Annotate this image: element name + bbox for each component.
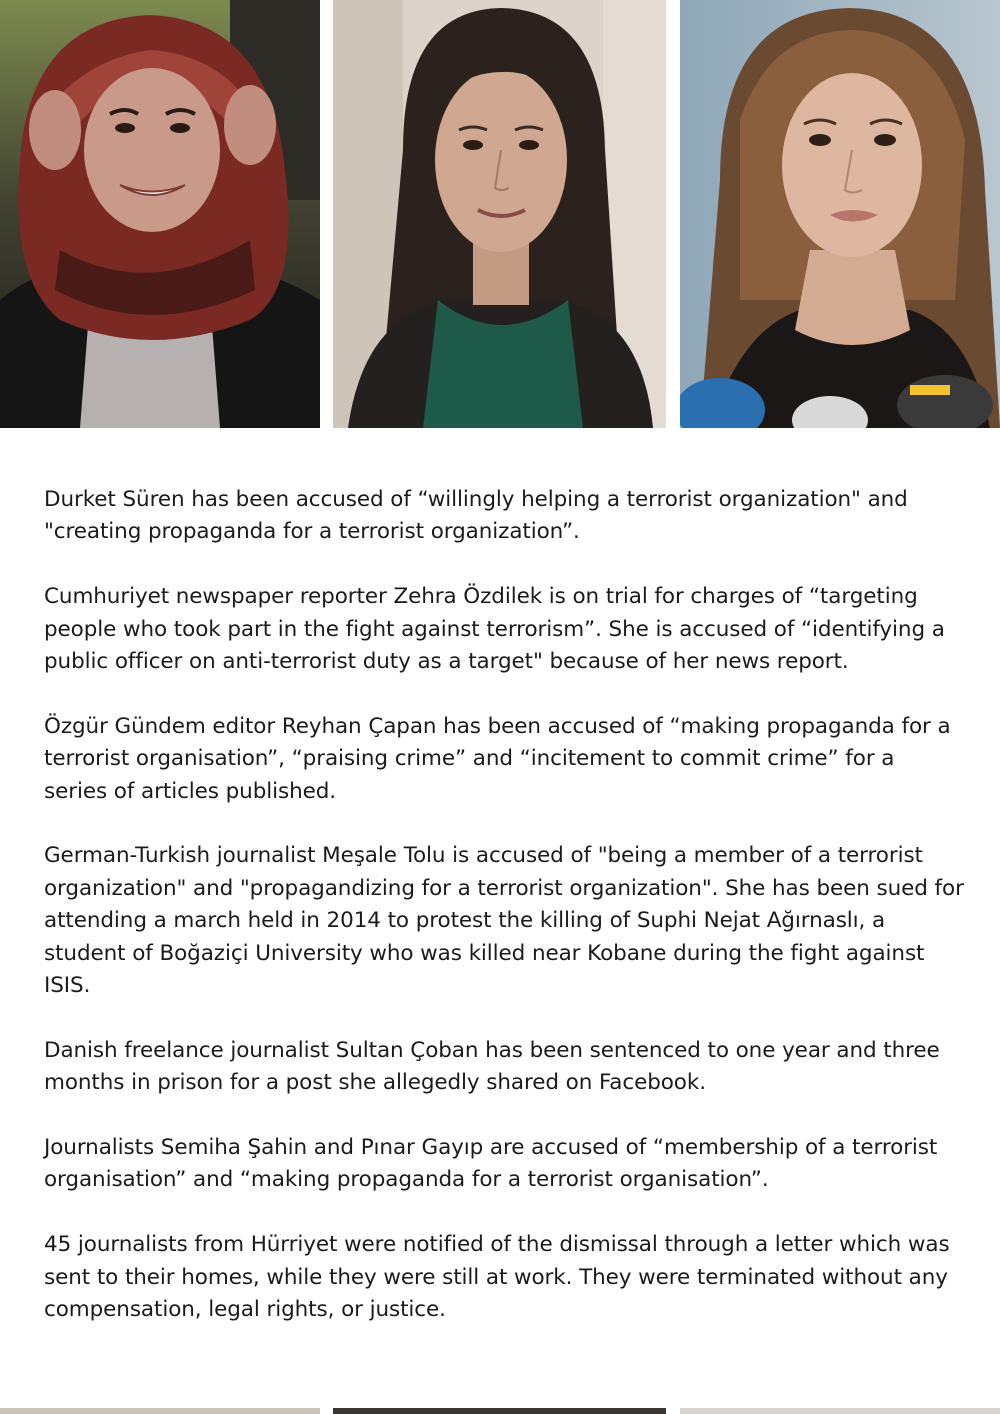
next-photo-edge-3 — [680, 1408, 1000, 1414]
journalist-photo-3 — [680, 0, 1000, 428]
paragraph-sultan-coban: Danish freelance journalist Sultan Çoban has been sentenced to one year and three months in prison for a post she allegedly shared on Facebook. — [44, 1037, 940, 1096]
paragraph-zehra-ozdilek: Cumhuriyet newspaper reporter Zehra Özdilek is on trial for charges of “targeting people who took part in the fight against terrorism”. She is accused of “identifying a public officer on anti-terrorist duty as a target" because of her news report. — [44, 584, 945, 675]
article-body — [44, 484, 964, 1359]
paragraph-reyhan-capan: Özgür Gündem editor Reyhan Çapan has been accused of “making propaganda for a terrorist organisation”, “praising crime” and “incitement to commit crime” for a series of articles published. — [44, 713, 951, 804]
green-top-portrait-image — [333, 0, 666, 428]
paragraph-durket-suren: Durket Süren has been accused of “willingly helping a terrorist organization" and "creating propaganda for a terrorist organization”. — [44, 487, 908, 545]
paragraph-sahin-gayip: Journalists Semiha Şahin and Pınar Gayıp are accused of “membership of a terrorist organisation” and “making propaganda for a terrorist organisation”. — [44, 1135, 938, 1193]
press-conference-portrait-image — [680, 0, 1000, 428]
headscarf-portrait-image — [0, 0, 320, 428]
paragraph-mesale-tolu: German-Turkish journalist Meşale Tolu is accused of "being a member of a terrorist organization" and "propagandizing for a terrorist organization". She has been sued for attending a march held in 2014 to protest the killing of Suphi Nejat Ağırnaslı, a student of Boğaziçi University who was killed near Kobane during the fight against ISIS. — [44, 843, 964, 999]
photo-row — [0, 0, 1000, 428]
journalist-photo-1 — [0, 0, 320, 428]
next-photo-edge-2 — [333, 1408, 666, 1414]
next-photo-row-edge — [0, 1408, 1000, 1414]
next-photo-edge-1 — [0, 1408, 320, 1414]
paragraph-hurriyet-dismissal: 45 journalists from Hürriyet were notified of the dismissal through a letter which was sent to their homes, while they were still at work. They were terminated without any compensation, legal rights, or justice. — [44, 1232, 950, 1323]
journalist-photo-2 — [333, 0, 666, 428]
